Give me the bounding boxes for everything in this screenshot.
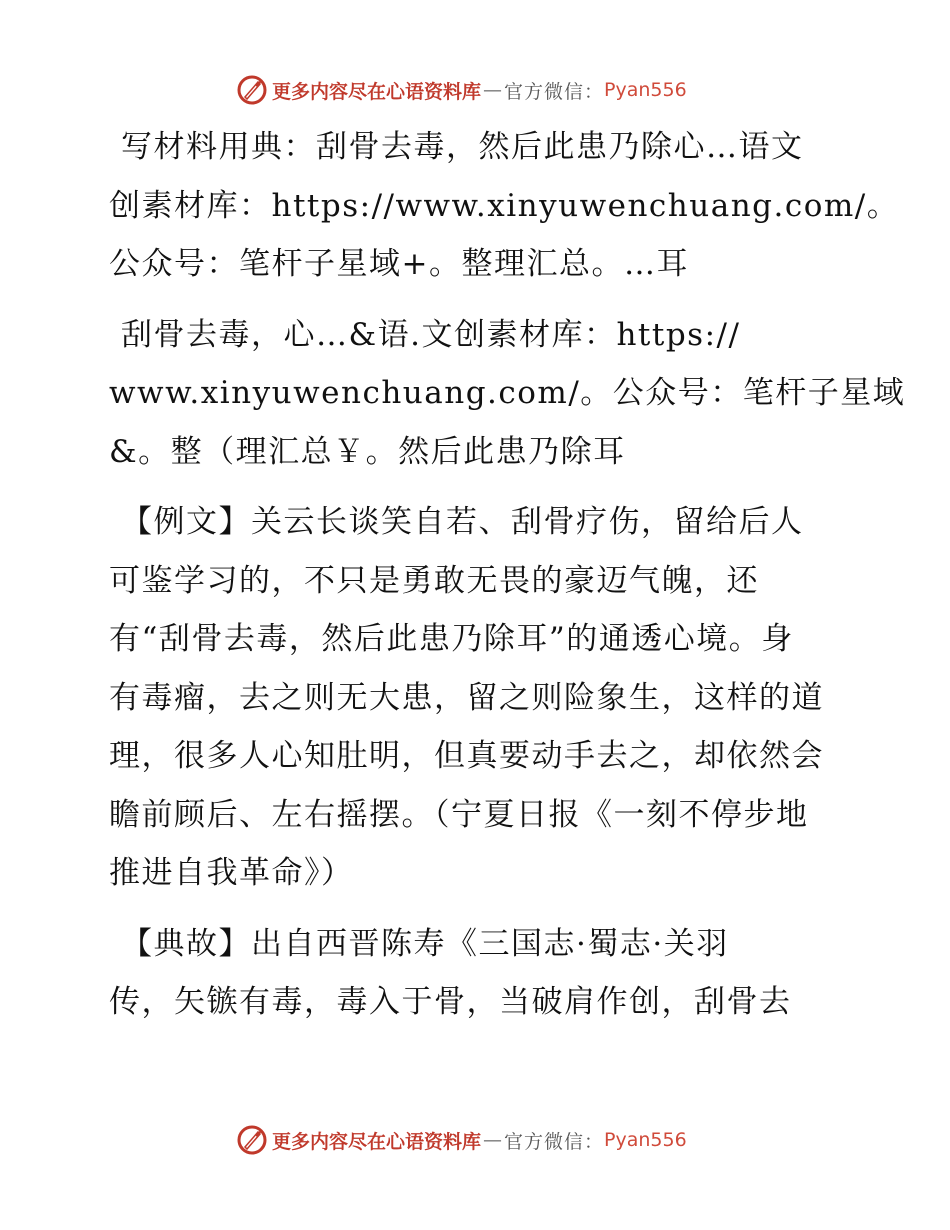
text-line: www.xinyuwenchuang.com/。公众号：笔杆子星域: [109, 375, 906, 411]
text-line: 瞻前顾后、左右摇摆。（宁夏日报《一刻不停步地: [109, 796, 809, 833]
text-line: &。整（理汇总￥。然后此患乃除耳: [109, 433, 626, 470]
paragraph-example: [97, 493, 857, 903]
header-banner: [236, 72, 716, 108]
document-body: [97, 118, 906, 1044]
text-line: 传，矢镞有毒，毒入于骨，当破肩作创，刮骨去: [109, 984, 792, 1020]
banner-dash: —: [483, 1129, 503, 1151]
feather-pen-circle-icon: [236, 74, 268, 106]
paragraph-allusion: [97, 915, 857, 1032]
text-line: 创素材库：https://www.xinyuwenchuang.com/。: [109, 187, 900, 224]
text-line: 刮骨去毒，心…&语.文创素材库：https://: [121, 316, 741, 353]
text-line: 有“刮骨去毒，然后此患乃除耳”的通透心境。身: [109, 621, 794, 657]
banner-dash: —: [483, 79, 503, 101]
text-line: 公众号：笔杆子星域+。整理汇总。…耳: [109, 246, 689, 282]
paragraph-writing-tip: [97, 118, 900, 294]
text-line: 推进自我革命》）: [109, 855, 354, 891]
banner-wechat-id: Pyan556: [604, 1129, 687, 1151]
text-line: 理，很多人心知肚明，但真要动手去之，却依然会: [109, 738, 824, 774]
banner-main-text: 更多内容尽在心语资料库: [272, 80, 482, 103]
footer-banner: [236, 1122, 716, 1158]
banner-sub-text: 官方微信：: [504, 1130, 605, 1153]
text-line: 可鉴学习的，不只是勇敢无畏的豪迈气魄，还: [109, 562, 759, 599]
banner-wechat-id: Pyan556: [604, 79, 687, 101]
text-line: 写材料用典：刮骨去毒，然后此患乃除心…语文: [121, 129, 804, 165]
paragraph-quote: [97, 306, 906, 482]
text-line: 【典故】出自西晋陈寿《三国志·蜀志·关羽: [121, 925, 729, 962]
text-line: 有毒瘤，去之则无大患，留之则险象生，这样的道: [109, 679, 824, 716]
banner-sub-text: 官方微信：: [504, 80, 605, 103]
banner-main-text: 更多内容尽在心语资料库: [272, 1130, 482, 1153]
text-line: 【例文】关云长谈笑自若、刮骨疗伤，留给后人: [121, 504, 804, 540]
feather-pen-circle-icon: [236, 1124, 268, 1156]
